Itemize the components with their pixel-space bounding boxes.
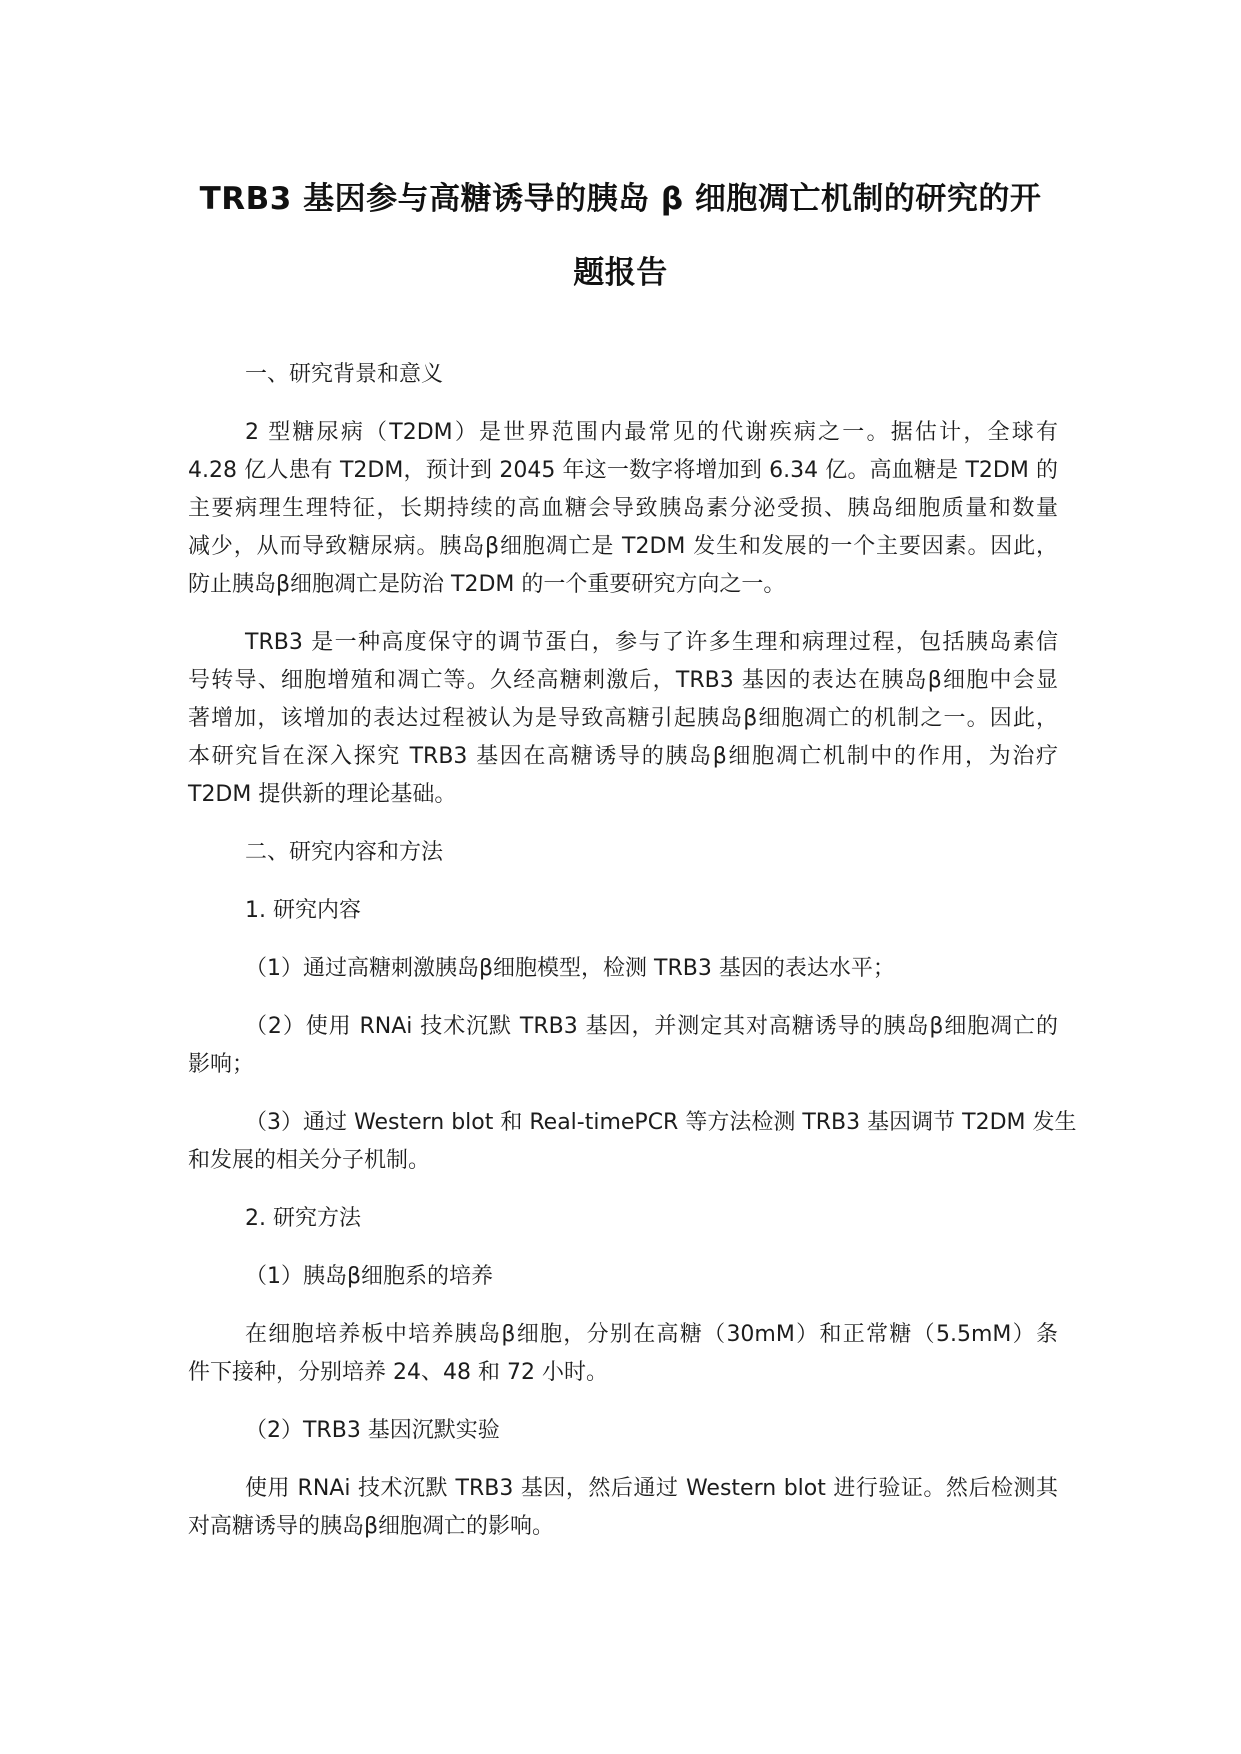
method-1-heading: （1）胰岛β细胞系的培养 [245,1264,494,1289]
content-item-3-line-1: （3）通过 Western blot 和 Real-timePCR 等方法检测 TRB3 基因调节 T2DM 发生 [245,1110,1077,1135]
subsection-1-heading: 1. 研究内容 [245,898,361,923]
method-1-text-line-2: 件下接种，分别培养 24、48 和 72 小时。 [188,1360,608,1385]
paragraph-1-line-3: 主要病理生理特征，长期持续的高血糖会导致胰岛素分泌受损、胰岛细胞质量和数量 [188,496,1058,521]
subsection-2-heading: 2. 研究方法 [245,1206,361,1231]
method-2-text-line-2: 对高糖诱导的胰岛β细胞凋亡的影响。 [188,1514,555,1539]
section-2-heading: 二、研究内容和方法 [245,840,444,865]
content-item-1: （1）通过高糖刺激胰岛β细胞模型，检测 TRB3 基因的表达水平； [245,956,895,981]
document-title-line-1: TRB3 基因参与高糖诱导的胰岛 β 细胞凋亡机制的研究的开 [199,181,1042,217]
method-1-text-line-1: 在细胞培养板中培养胰岛β细胞，分别在高糖（30mM）和正常糖（5.5mM）条 [245,1322,1058,1347]
document-title-line-2: 题报告 [573,255,668,291]
content-item-2-line-2: 影响； [188,1052,255,1077]
paragraph-1-line-5: 防止胰岛β细胞凋亡是防治 T2DM 的一个重要研究方向之一。 [188,572,786,597]
paragraph-2-line-4: 本研究旨在深入探究 TRB3 基因在高糖诱导的胰岛β细胞凋亡机制中的作用，为治疗 [188,744,1058,769]
method-2-text-line-1: 使用 RNAi 技术沉默 TRB3 基因，然后通过 Western blot 进行验证。然后检测其 [245,1476,1058,1501]
content-item-2-line-1: （2）使用 RNAi 技术沉默 TRB3 基因，并测定其对高糖诱导的胰岛β细胞凋亡的 [245,1014,1058,1039]
content-item-3-line-2: 和发展的相关分子机制。 [188,1148,431,1173]
method-2-heading: （2）TRB3 基因沉默实验 [245,1418,500,1443]
section-1-heading: 一、研究背景和意义 [245,362,444,387]
paragraph-1-line-4: 减少，从而导致糖尿病。胰岛β细胞凋亡是 T2DM 发生和发展的一个主要因素。因此， [188,534,1058,559]
paragraph-1-line-2: 4.28 亿人患有 T2DM，预计到 2045 年这一数字将增加到 6.34 亿。高血糖是 T2DM 的 [188,458,1058,483]
paragraph-2-line-3: 著增加，该增加的表达过程被认为是导致高糖引起胰岛β细胞凋亡的机制之一。因此， [188,706,1058,731]
paragraph-2-line-5: T2DM 提供新的理论基础。 [188,782,457,807]
paragraph-1-line-1: 2 型糖尿病（T2DM）是世界范围内最常见的代谢疾病之一。据估计，全球有 [245,420,1058,445]
paragraph-2-line-2: 号转导、细胞增殖和凋亡等。久经高糖刺激后，TRB3 基因的表达在胰岛β细胞中会显 [188,668,1058,693]
paragraph-2-line-1: TRB3 是一种高度保守的调节蛋白，参与了许多生理和病理过程，包括胰岛素信 [245,630,1058,655]
